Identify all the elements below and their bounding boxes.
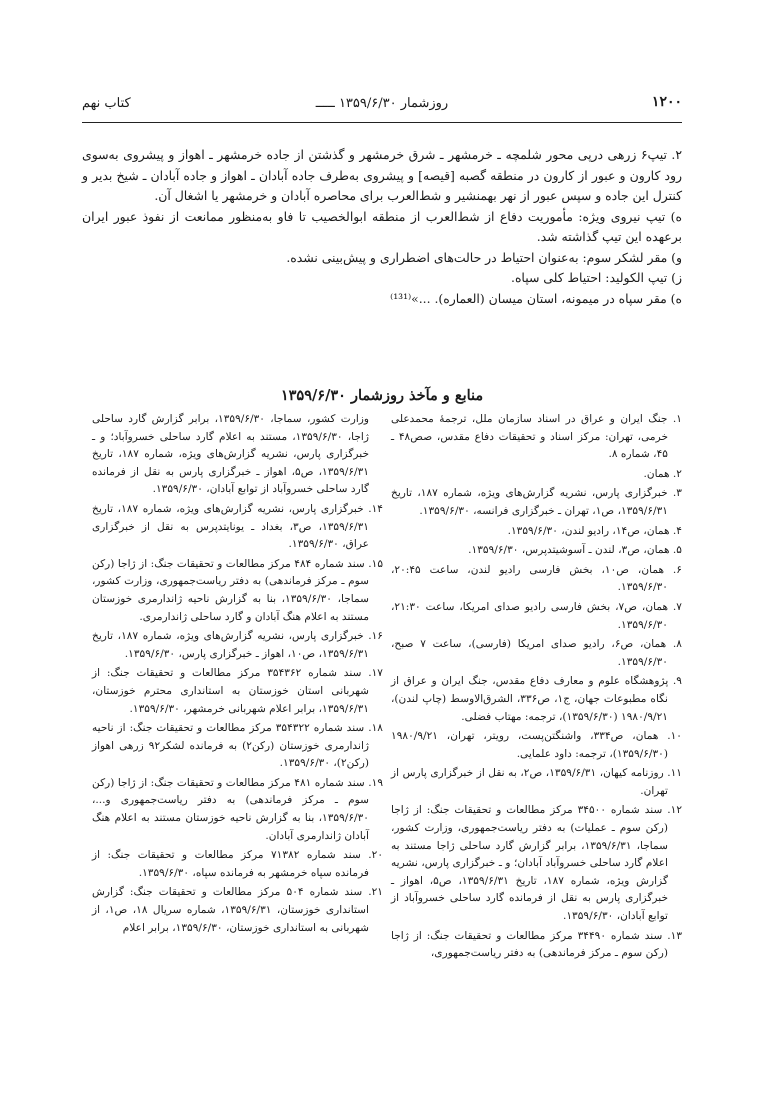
reference-item: ۹. پژوهشگاه علوم و معارف دفاع مقدس، جنگ ایران و عراق از نگاه مطبوعات جهان، ج۱، ص۳۳۶، الشرق‌الاوسط (چاپ لندن)، ۱۹۸۰/۹/۲۱ (۱۳۵۹/۶/۳۰)، ترجمه: مهتاب فضلی. (391, 675, 682, 723)
reference-item: ۱۶. خبرگزاری پارس، نشریه گزارش‌های ویژه، شماره ۱۸۷، تاریخ ۱۳۵۹/۶/۳۱، ص۱۰، اهواز ـ خبرگزاری پارس، ۱۳۵۹/۶/۳۰. (92, 630, 383, 660)
reference-item: وزارت کشور، سماجا، ۱۳۵۹/۶/۳۰، برابر گزارش گارد ساحلی ژاجا، ۱۳۵۹/۶/۳۰، مستند به اعلام گارد ساحلی خسروآباد؛ و ـ خبرگزاری پارس، نشریه گزارش‌های ویژه، شماره ۱۸۷، تاریخ ۱۳۵۹/۶/۳۱، ص۵، اهواز ـ خبرگزاری پارس به نقل از فرمانده گارد ساحلی خسروآباد از توابع آبادان، ۱۳۵۹/۶/۳۰. (92, 413, 369, 496)
reference-item: ۳. خبرگزاری پارس، نشریه گزارش‌های ویژه، شماره ۱۸۷، تاریخ ۱۳۵۹/۶/۳۱، ص۱، تهران ـ خبرگزاری فرانسه، ۱۳۵۹/۶/۳۰. (391, 487, 682, 517)
reference-item: ۱۳. سند شماره ۳۴۴۹۰ مرکز مطالعات و تحقیقات جنگ: از ژاجا (رکن سوم ـ مرکز فرماندهی) به دفتر ریاست‌جمهوری، (391, 929, 683, 960)
reference-item: ۱۸. سند شماره ۳۵۴۳۲۲ مرکز مطالعات و تحقیقات جنگ: از ناحیه ژاندارمری خوزستان (رکن۲) به فرمانده لشکر۹۲ زرهی اهواز (رکن۲)، ۱۳۵۹/۶/۳۰. (92, 722, 383, 770)
reference-item: ۱۰. همان، ص۳۳۴، واشنگتن‌پست، رویتر، تهران، ۱۹۸۰/۹/۲۱ (۱۳۵۹/۶/۳۰)، ترجمه: داود علمایی. (391, 730, 682, 760)
references-heading: منابع و مآخذ روزشمار ۱۳۵۹/۶/۳۰ (280, 387, 484, 404)
header-rule (82, 122, 682, 123)
body-paragraph: ز) تیپ الکولید: احتیاط کلی سپاه. (511, 270, 682, 285)
page-number: ۱۲۰۰ (651, 94, 682, 110)
reference-item: ۱۵. سند شماره ۴۸۴ مرکز مطالعات و تحقیقات جنگ: از ژاجا (رکن سوم ـ مرکز فرماندهی) به دفتر ریاست‌جمهوری، وزارت کشور، سماجا، ۱۳۵۹/۶/۳۰، بنا به گزارش ناحیه ژاندارمری خوزستان مستند به اعلام هنگ آبادان و گارد ساحلی ژاندارمری. (92, 557, 384, 623)
reference-item: ۱. جنگ ایران و عراق در اسناد سازمان ملل، ترجمهٔ محمدعلی خرمی، تهران: مرکز اسناد و تحقیقات دفاع مقدس، صص۴۸ ـ ۴۵، شماره ۸. (391, 413, 682, 461)
body-paragraph: ه) مقر سپاه در میمونه، استان میسان (العماره). ...»⁽¹³¹⁾ (390, 290, 682, 306)
running-title: روزشمار ۱۳۵۹/۶/۳۰ ـــــ (315, 96, 449, 111)
references-column-left (92, 411, 383, 939)
book-label: کتاب نهم (82, 96, 131, 111)
reference-item: ۱۹. سند شماره ۴۸۱ مرکز مطالعات و تحقیقات جنگ: از ژاجا (رکن سوم ـ مرکز فرماندهی) به دفتر ریاست‌جمهوری و...، ۱۳۵۹/۶/۳۰، بنا به گزارش ناحیه خوزستان مستند به اعلام هنگ آبادان ژاندارمری آبادان. (92, 776, 384, 842)
main-text (82, 145, 682, 309)
reference-item: ۲۰. سند شماره ۷۱۳۸۲ مرکز مطالعات و تحقیقات جنگ: از فرمانده سپاه خرمشهر به فرمانده سپاه، ۱۳۵۹/۶/۳۰. (92, 849, 384, 879)
reference-item: ۲۱. سند شماره ۵۰۴ مرکز مطالعات و تحقیقات جنگ: گزارش استانداری خوزستان، ۱۳۵۹/۶/۳۱، شماره سریال ۱۸، ص۱، از شهربانی به استانداری خوزستان، ۱۳۵۹/۶/۳۰، برابر اعلام (92, 886, 383, 934)
references-column-right (391, 411, 682, 965)
body-paragraph: ه) تیپ نیروی ویژه: مأموریت دفاع از شط‌العرب از منطقه ابوالخصیب تا فاو به‌منظور ممانعت از نفوذ عبور ایران برعهده این تیپ گذاشته شد. (82, 208, 682, 244)
reference-item: ۶. همان، ص۱۰، بخش فارسی رادیو لندن، ساعت ۲۰:۴۵، ۱۳۵۹/۶/۳۰. (391, 563, 682, 594)
reference-item: ۱۲. سند شماره ۳۴۵۰۰ مرکز مطالعات و تحقیقات جنگ: از ژاجا (رکن سوم ـ عملیات) به دفتر ریاست‌جمهوری، وزارت کشور، سماجا، ۱۳۵۹/۶/۳۱، برابر گزارش گارد ساحلی ژاجا مستند به اعلام گارد ساحلی خسروآباد آبادان؛ و ـ خبرگزاری پارس، نشریه گزارش ویژه، شماره ۱۸۷، تاریخ ۱۳۵۹/۶/۳۱، ص۵، اهواز ـ خبرگزاری پارس به نقل از فرمانده گارد ساحلی خسروآباد از توابع آبادان، ۱۳۵۹/۶/۳۰. (391, 804, 683, 923)
reference-item: ۴. همان، ص۱۴، رادیو لندن، ۱۳۵۹/۶/۳۰. (507, 524, 682, 537)
page-header (82, 92, 682, 118)
body-paragraph: و) مقر لشکر سوم: به‌عنوان احتیاط در حالت‌های اضطراری و پیش‌بینی نشده. (286, 249, 682, 265)
reference-item: ۱۱. روزنامه کیهان، ۱۳۵۹/۶/۳۱، ص۲، به نقل از خبرگزاری پارس از تهران. (391, 767, 682, 797)
reference-item: ۷. همان، ص۷، بخش فارسی رادیو صدای امریکا، ساعت ۲۱:۳۰، ۱۳۵۹/۶/۳۰. (391, 600, 682, 631)
reference-item: ۵. همان، ص۳، لندن ـ آسوشیتدپرس، ۱۳۵۹/۶/۳۰. (468, 544, 682, 557)
reference-item: ۲. همان. (643, 467, 682, 480)
reference-item: ۱۷. سند شماره ۳۵۴۳۶۲ مرکز مطالعات و تحقیقات جنگ: از شهربانی استان خوزستان به استانداری محترم خوزستان، ۱۳۵۹/۶/۳۱، برابر اعلام شهربانی خرمشهر، ۱۳۵۹/۶/۳۰. (92, 667, 383, 715)
reference-item: ۸. همان، ص۶، رادیو صدای امریکا (فارسی)، ساعت ۷ صبح، ۱۳۵۹/۶/۳۰. (391, 638, 682, 668)
reference-item: ۱۴. خبرگزاری پارس، نشریه گزارش‌های ویژه، شماره ۱۸۷، تاریخ ۱۳۵۹/۶/۳۱، ص۳، بغداد ـ یونایتدپرس به نقل از خبرگزاری عراق، ۱۳۵۹/۶/۳۰. (92, 502, 383, 551)
body-paragraph: ۲. تیپ۶ زرهی درپی محور شلمچه ـ خرمشهر ـ شرق خرمشهر و گذشتن از جاده خرمشهر ـ اهواز و پیشروی به‌سوی رود کارون و عبور از کارون در منطقه گصبه [قیصه] و پیشروی به‌طرف جاده آبادان ـ اهواز و جاده آبادان ـ شیخ بدیر و کنترل این جاده و سپس عبور از نهر بهمنشیر و شط‌العرب برای محاصره آبادان و خرمشهر یا اشغال آن. (82, 147, 683, 203)
